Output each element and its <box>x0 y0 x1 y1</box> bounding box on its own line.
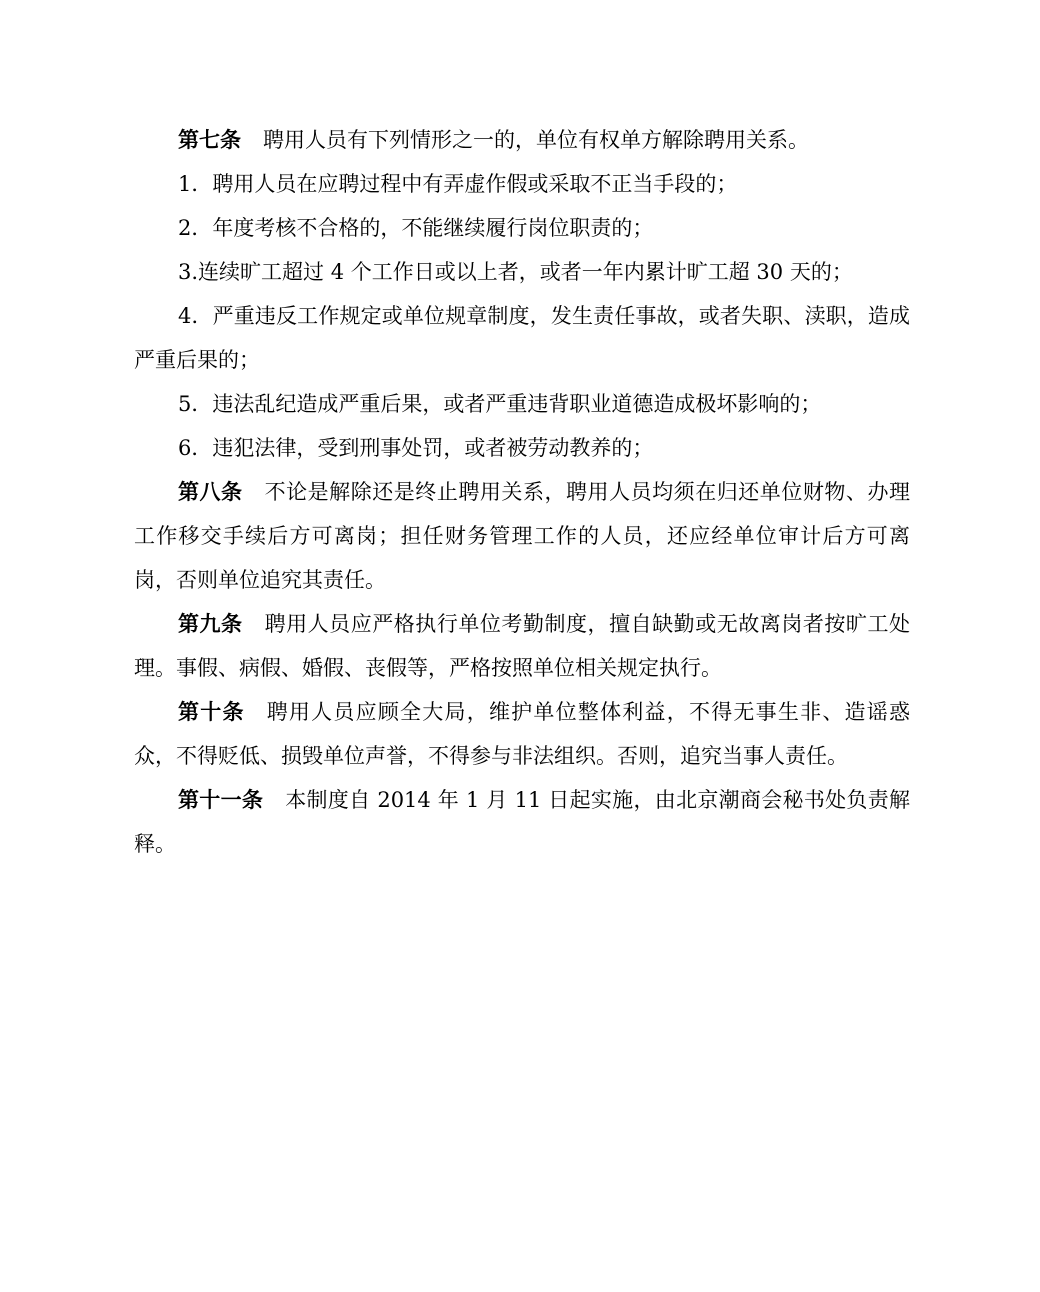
article-10-heading: 第十条 <box>178 700 245 724</box>
article-11-text: 本制度自 2014 年 1 月 11 日起实施，由北京潮商会秘书处负责解释。 <box>134 788 911 856</box>
article-9-text: 聘用人员应严格执行单位考勤制度，擅自缺勤或无故离岗者按旷工处理。事假、病假、婚假、丧假等，严格按照单位相关规定执行。 <box>134 612 910 680</box>
list-item: 3.连续旷工超过 4 个工作日或以上者，或者一年内累计旷工超 30 天的； <box>178 260 853 284</box>
article-8-text: 不论是解除还是终止聘用关系，聘用人员均须在归还单位财物、办理工作移交手续后方可离岗；担任财务管理工作的人员，还应经单位审计后方可离岗，否则单位追究其责任。 <box>134 480 910 592</box>
article-7 <box>134 118 910 162</box>
article-10 <box>134 690 910 778</box>
list-item: 1．聘用人员在应聘过程中有弄虚作假或采取不正当手段的； <box>178 172 738 196</box>
article-10-text: 聘用人员应顾全大局，维护单位整体利益，不得无事生非、造谣惑众，不得贬低、损毁单位声誉，不得参与非法组织。否则，追究当事人责任。 <box>134 700 911 768</box>
article-11-heading: 第十一条 <box>178 788 264 812</box>
list-item: 4．严重违反工作规定或单位规章制度，发生责任事故，或者失职、渎职，造成严重后果的； <box>134 304 910 372</box>
article-11 <box>134 778 910 866</box>
article-9 <box>134 602 910 690</box>
article-8 <box>134 470 910 602</box>
article-9-heading: 第九条 <box>178 612 243 636</box>
article-8-heading: 第八条 <box>178 480 243 504</box>
article-7-text: 聘用人员有下列情形之一的，单位有权单方解除聘用关系。 <box>263 128 809 152</box>
list-item: 6．违犯法律，受到刑事处罚，或者被劳动教养的； <box>178 436 654 460</box>
document-page <box>134 118 910 866</box>
list-item: 5．违法乱纪造成严重后果，或者严重违背职业道德造成极坏影响的； <box>178 392 822 416</box>
article-7-heading: 第七条 <box>178 128 241 152</box>
list-item: 2．年度考核不合格的，不能继续履行岗位职责的； <box>178 216 654 240</box>
